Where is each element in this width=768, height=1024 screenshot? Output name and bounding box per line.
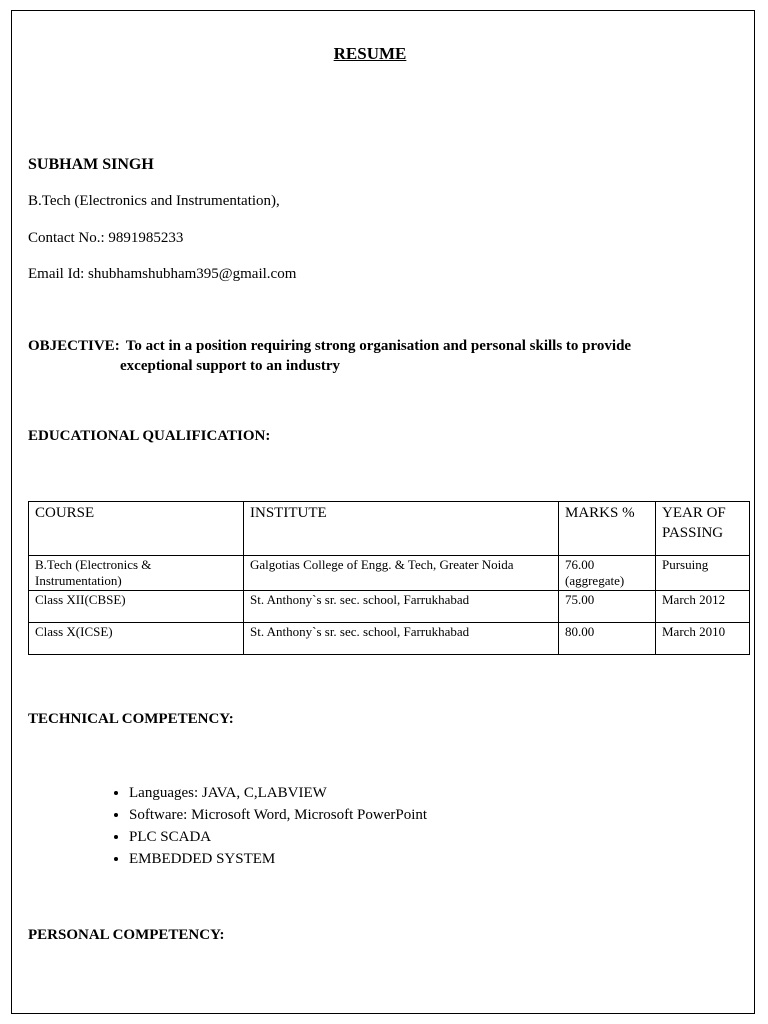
column-header-course: COURSE [29, 502, 244, 556]
table-row [29, 623, 750, 655]
technical-heading: TECHNICAL COMPETENCY: [28, 711, 234, 727]
objective-text-line1: To act in a position requiring strong organisation and personal skills to provide [125, 338, 632, 354]
email-line: Email Id: shubhamshubham395@gmail.com [28, 266, 297, 282]
objective-section [28, 336, 728, 376]
education-heading: EDUCATIONAL QUALIFICATION: [28, 428, 271, 444]
technical-skills-list [100, 782, 427, 870]
table-row [29, 591, 750, 623]
table-cell-marks: 76.00 (aggregate) [559, 556, 656, 591]
table-cell-institute: Galgotias College of Engg. & Tech, Greater Noida [244, 556, 559, 591]
objective-text-line2: exceptional support to an industry [120, 358, 341, 374]
table-cell-marks: 80.00 [559, 623, 656, 655]
table-cell-marks: 75.00 [559, 591, 656, 623]
list-item: • Languages: JAVA, C,LABVIEW [129, 782, 427, 804]
table-row [29, 556, 750, 591]
candidate-name: SUBHAM SINGH [28, 156, 154, 173]
list-item: • Software: Microsoft Word, Microsoft PowerPoint [129, 804, 427, 826]
table-cell-institute: St. Anthony`s sr. sec. school, Farrukhabad [244, 623, 559, 655]
table-cell-course: Class X(ICSE) [29, 623, 244, 655]
personal-heading: PERSONAL COMPETENCY: [28, 927, 225, 943]
column-header-marks: MARKS % [559, 502, 656, 556]
table-header-row [29, 502, 750, 556]
table-cell-course: B.Tech (Electronics & Instrumentation) [29, 556, 244, 591]
table-cell-year: Pursuing [656, 556, 750, 591]
table-cell-course: Class XII(CBSE) [29, 591, 244, 623]
contact-line: Contact No.: 9891985233 [28, 230, 184, 246]
education-table [28, 501, 750, 655]
list-item: • EMBEDDED SYSTEM [129, 848, 427, 870]
table-cell-year: March 2010 [656, 623, 750, 655]
document-title: RESUME [333, 44, 407, 63]
table-cell-year: March 2012 [656, 591, 750, 623]
table-cell-institute: St. Anthony`s sr. sec. school, Farrukhabad [244, 591, 559, 623]
objective-label: OBJECTIVE: [28, 338, 120, 354]
column-header-institute: INSTITUTE [244, 502, 559, 556]
degree-line: B.Tech (Electronics and Instrumentation), [28, 193, 280, 209]
list-item: • PLC SCADA [129, 826, 427, 848]
column-header-year: YEAR OF PASSING [656, 502, 750, 556]
